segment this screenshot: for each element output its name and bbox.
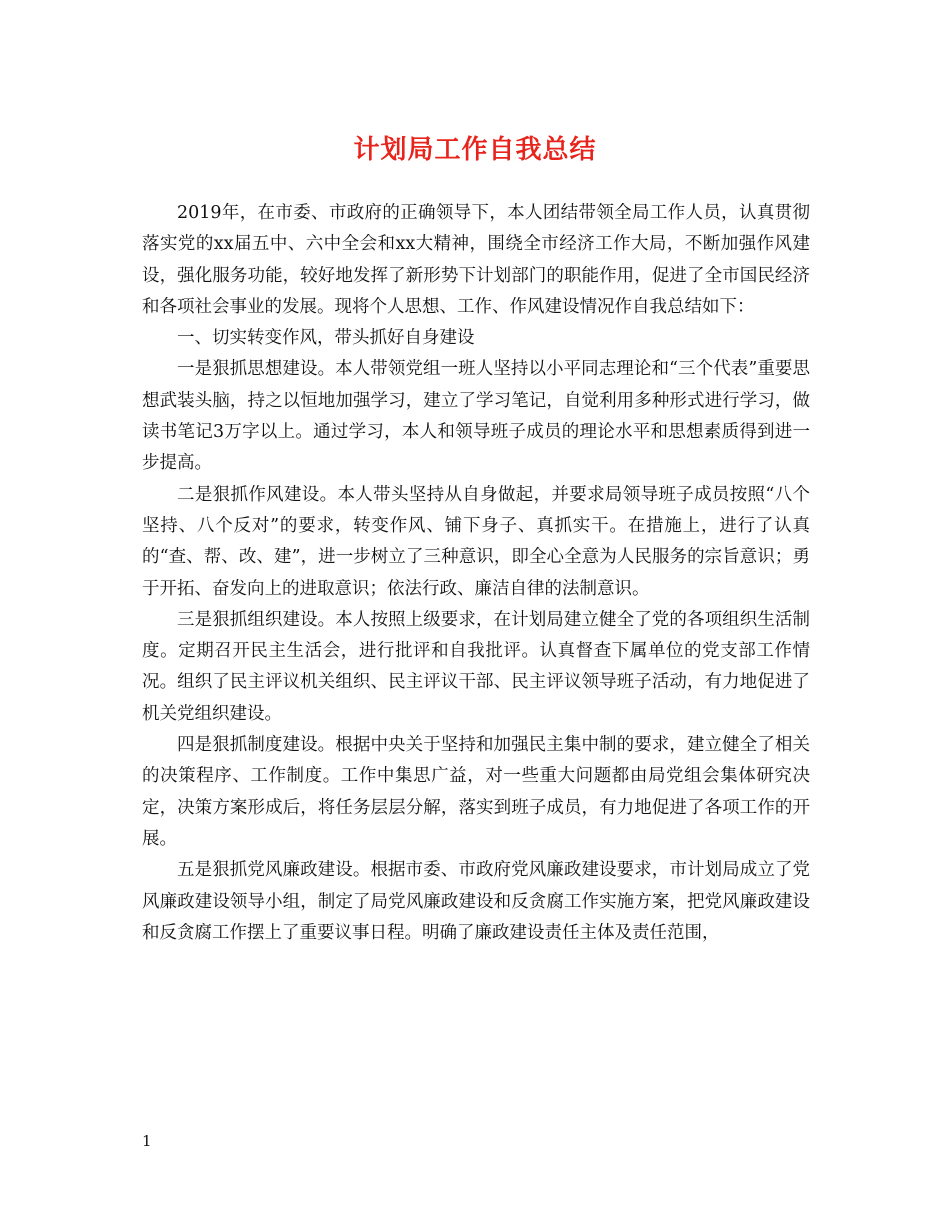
paragraph-institution: 四是狠抓制度建设。根据中央关于坚持和加强民主集中制的要求，建立健全了相关的决策程序、工作制度。工作中集思广益，对一些重大问题都由局党组会集体研究决定，决策方案形成后，将任务层层分解，落实到班子成员，有力地促进了各项工作的开展。 (142, 735, 810, 849)
paragraph-ideology: 一是狠抓思想建设。本人带领党组一班人坚持以小平同志理论和“三个代表”重要思想武装头脑，持之以恒地加强学习，建立了学习笔记，自觉利用多种形式进行学习，做读书笔记3万字以上。通过学习，本人和领导班子成员的理论水平和思想素质得到进一步提高。 (142, 359, 810, 474)
section-heading-1: 一、切实转变作风，带头抓好自身建设 (177, 328, 475, 349)
paragraph-organization: 三是狠抓组织建设。本人按照上级要求，在计划局建立健全了党的各项组织生活制度。定期召开民主生活会，进行批评和自我批评。认真督查下属单位的党支部工作情况。组织了民主评议机关组织、民主评议干部、民主评议领导班子活动，有力地促进了机关党组织建设。 (142, 609, 810, 724)
document-body (142, 198, 810, 949)
document-title: 计划局工作自我总结 (353, 135, 597, 165)
paragraph-intro: 2019年，在市委、市政府的正确领导下，本人团结带领全局工作人员，认真贯彻落实党的xx届五中、六中全会和xx大精神，围绕全市经济工作大局，不断加强作风建设，强化服务功能，较好地发挥了新形势下计划部门的职能作用，促进了全市国民经济和各项社会事业的发展。现将个人思想、工作、作风建设情况作自我总结如下： (142, 203, 810, 317)
page-number: 1 (142, 1132, 152, 1150)
paragraph-integrity: 五是狠抓党风廉政建设。根据市委、市政府党风廉政建设要求，市计划局成立了党风廉政建设领导小组，制定了局党风廉政建设和反贪腐工作实施方案，把党风廉政建设和反贪腐工作摆上了重要议事日程。明确了廉政建设责任主体及责任范围， (142, 860, 810, 943)
paragraph-work-style: 二是狠抓作风建设。本人带头坚持从自身做起，并要求局领导班子成员按照“八个坚持、八个反对”的要求，转变作风、铺下身子、真抓实干。在措施上，进行了认真的“查、帮、改、建”，进一步树立了三种意识，即全心全意为人民服务的宗旨意识；勇于开拓、奋发向上的进取意识；依法行政、廉洁自律的法制意识。 (142, 484, 810, 599)
